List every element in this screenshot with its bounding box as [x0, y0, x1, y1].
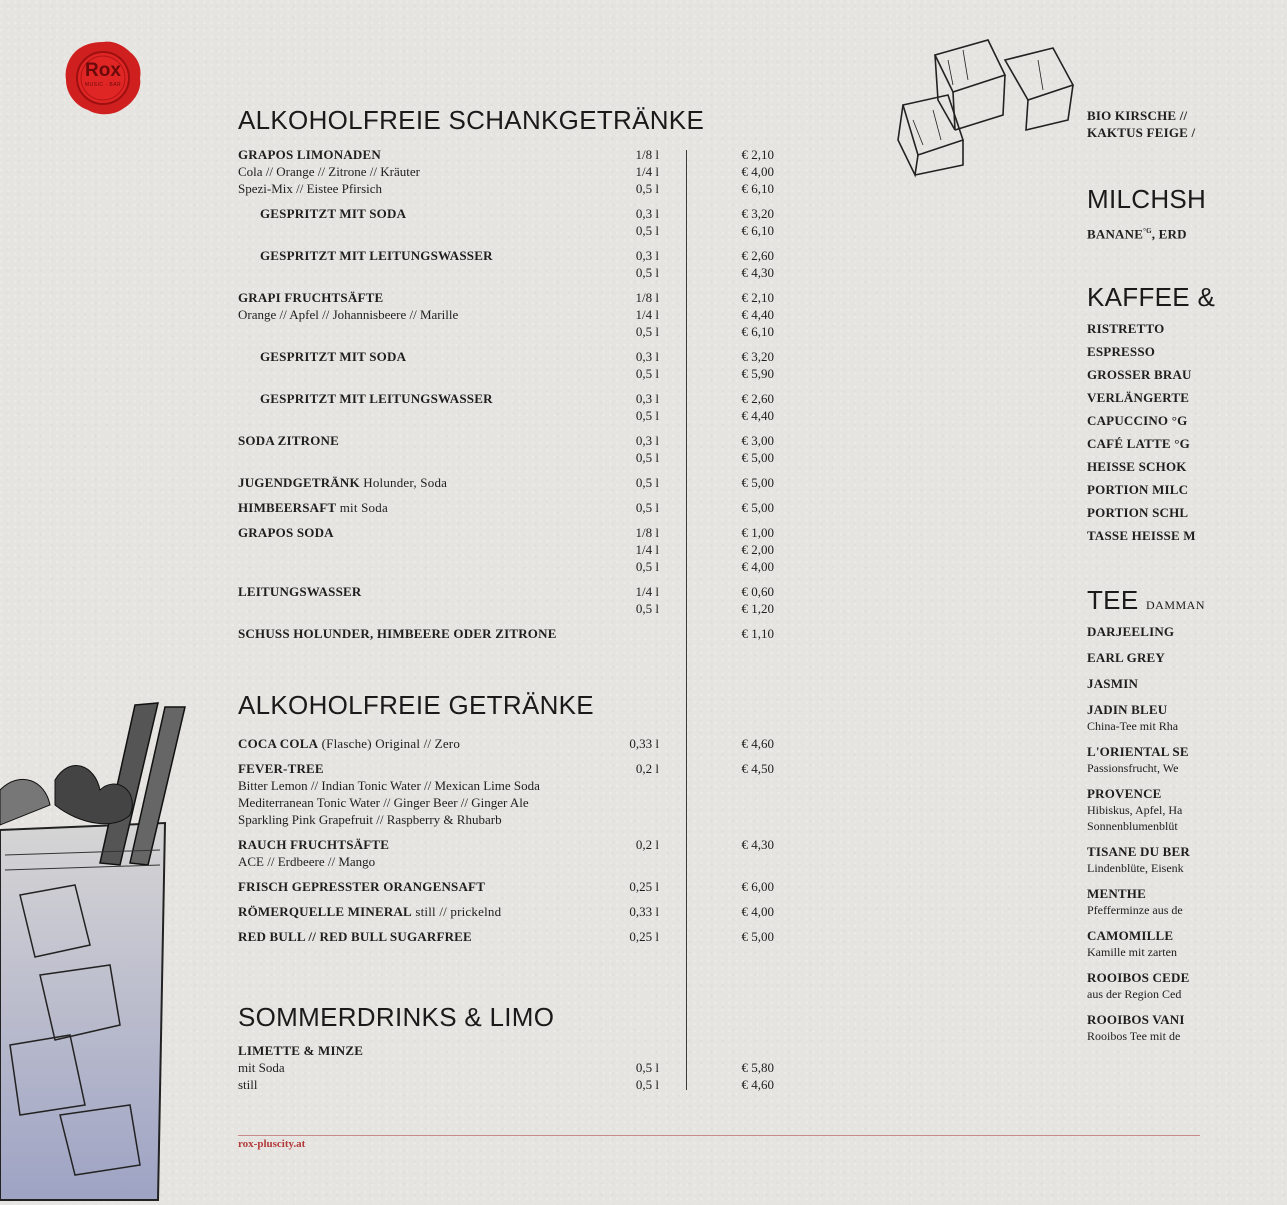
menu-row	[238, 583, 778, 600]
item-price: € 3,20	[741, 206, 774, 221]
menu-item-name	[238, 180, 382, 197]
menu-row	[238, 541, 778, 558]
item-label: RÖMERQUELLE MINERAL	[238, 904, 412, 919]
menu-item-name	[238, 735, 460, 752]
item-price: € 4,50	[741, 761, 774, 776]
menu-item: BIO KIRSCHE //	[1087, 108, 1188, 123]
menu-row	[238, 903, 778, 920]
menu-row	[238, 474, 778, 491]
menu-item-name	[238, 794, 529, 811]
item-price: € 4,00	[741, 559, 774, 574]
item-label: FEVER-TREE	[238, 761, 324, 776]
tee-item-name: EARL GREY	[1087, 650, 1166, 665]
item-price: € 4,00	[741, 904, 774, 919]
tee-title: TEE	[1087, 585, 1139, 615]
item-price: € 1,10	[741, 626, 774, 641]
item-price: € 1,00	[741, 525, 774, 540]
tee-item-name: JASMIN	[1087, 676, 1139, 691]
menu-item-name	[238, 1042, 363, 1059]
menu-row	[238, 777, 778, 794]
menu-row	[238, 306, 778, 323]
menu-row	[238, 180, 778, 197]
item-size: 0,3 l	[635, 206, 659, 221]
row-spacer	[238, 516, 778, 524]
item-price: € 4,30	[741, 265, 774, 280]
tee-item-name: DARJEELING	[1087, 624, 1175, 639]
kaffee-item: PORTION SCHL	[1087, 505, 1189, 520]
tee-item	[1087, 885, 1287, 918]
tee-item-description: aus der Region Ced	[1087, 987, 1182, 1001]
kaffee-item: CAPUCCINO °G	[1087, 413, 1188, 428]
item-label: Orange // Apfel // Johannisbeere // Marille	[238, 307, 459, 322]
item-label: HIMBEERSAFT	[238, 500, 337, 515]
tee-item	[1087, 649, 1287, 666]
item-label: GESPRITZT MIT SODA	[260, 349, 407, 364]
rox-seal-logo	[64, 40, 142, 116]
item-label: COCA COLA	[238, 736, 319, 751]
menu-item-name	[238, 811, 502, 828]
tee-item	[1087, 843, 1287, 876]
tee-item-description: Passionsfrucht, We	[1087, 761, 1179, 775]
tee-item	[1087, 927, 1287, 960]
item-size: 0,5 l	[635, 265, 659, 280]
tee-item	[1087, 743, 1287, 776]
item-size: 1/8 l	[635, 290, 659, 305]
item-size: 1/4 l	[635, 584, 659, 599]
menu-row	[238, 600, 778, 617]
item-size: 0,2 l	[635, 837, 659, 852]
menu-row	[238, 811, 778, 828]
item-size: 1/4 l	[635, 307, 659, 322]
section-title-sommerdrinks: SOMMERDRINKS & LIMO	[238, 1002, 555, 1032]
milchshake-flavors	[1087, 223, 1287, 242]
section-title-tee	[1087, 585, 1205, 616]
menu-row	[238, 449, 778, 466]
row-spacer	[238, 197, 778, 205]
item-label: GESPRITZT MIT LEITUNGSWASSER	[260, 391, 493, 406]
item-price: € 5,90	[741, 366, 774, 381]
item-size: 0,33 l	[629, 904, 659, 919]
menu-item-name	[238, 853, 375, 870]
item-label: Bitter Lemon // Indian Tonic Water // Mexican Lime Soda	[238, 778, 540, 793]
tee-item-description: Lindenblüte, Eisenk	[1087, 861, 1184, 875]
item-price: € 1,20	[741, 601, 774, 616]
menu-row	[238, 247, 778, 264]
menu-row	[238, 163, 778, 180]
item-label: RED BULL // RED BULL SUGARFREE	[238, 929, 472, 944]
tee-item	[1087, 675, 1287, 692]
kaffee-item: ESPRESSO	[1087, 344, 1156, 359]
menu-row	[238, 524, 778, 541]
menu-row	[238, 735, 778, 752]
menu-item-name	[260, 247, 493, 264]
item-size: 0,3 l	[635, 349, 659, 364]
menu-row	[238, 348, 778, 365]
item-size: 0,5 l	[635, 475, 659, 490]
menu-item: KAKTUS FEIGE /	[1087, 125, 1196, 140]
item-price: € 2,60	[741, 248, 774, 263]
item-size: 0,5 l	[635, 601, 659, 616]
row-spacer	[238, 239, 778, 247]
item-price: € 6,10	[741, 181, 774, 196]
row-spacer	[238, 424, 778, 432]
tee-item-description: Hibiskus, Apfel, Ha	[1087, 803, 1183, 817]
menu-item-name	[238, 1076, 258, 1093]
row-spacer	[238, 466, 778, 474]
tee-item-description: Rooibos Tee mit de	[1087, 1029, 1181, 1043]
menu-item-name	[260, 390, 493, 407]
footer-website-link[interactable]: rox-pluscity.at	[238, 1138, 306, 1150]
right-page-top-lines	[1087, 107, 1287, 141]
tee-item-name: CAMOMILLE	[1087, 928, 1174, 943]
item-size: 0,5 l	[635, 408, 659, 423]
menu-item-name	[238, 928, 472, 945]
section-title-alkoholfreie-getraenke: ALKOHOLFREIE GETRÄNKE	[238, 690, 594, 720]
item-size: 0,5 l	[635, 1060, 659, 1075]
menu-row	[238, 836, 778, 853]
row-spacer	[238, 752, 778, 760]
item-label: ACE // Erdbeere // Mango	[238, 854, 376, 869]
menu-item-name	[238, 625, 557, 642]
tee-item-description: Kamille mit zarten	[1087, 945, 1177, 959]
menu-row	[238, 222, 778, 239]
menu-item-name	[238, 289, 383, 306]
item-label: GRAPI FRUCHTSÄFTE	[238, 290, 384, 305]
milchshake-banane: BANANE	[1087, 226, 1144, 242]
item-price: € 5,00	[741, 450, 774, 465]
row-spacer	[238, 920, 778, 928]
kaffee-item: GROSSER BRAU	[1087, 367, 1192, 382]
tee-brand: DAMMAN	[1146, 598, 1206, 612]
menu-row	[238, 499, 778, 516]
menu-item-name	[238, 878, 485, 895]
tee-item-name: PROVENCE	[1087, 786, 1162, 801]
item-size: 0,5 l	[635, 559, 659, 574]
item-price: € 5,00	[741, 929, 774, 944]
menu-item-name	[238, 760, 324, 777]
item-label: Mediterranean Tonic Water // Ginger Beer // Ginger Ale	[238, 795, 529, 810]
section-getraenke-list	[238, 735, 778, 945]
item-price: € 2,00	[741, 542, 774, 557]
kaffee-item: VERLÄNGERTE	[1087, 390, 1190, 405]
menu-item-name	[238, 836, 389, 853]
menu-row	[238, 289, 778, 306]
seal-sub-text: MUSIC · BAR	[84, 82, 122, 88]
item-label: GESPRITZT MIT LEITUNGSWASSER	[260, 248, 493, 263]
menu-item-name	[238, 1059, 285, 1076]
item-price: € 4,60	[741, 1077, 774, 1092]
item-size: 0,2 l	[635, 761, 659, 776]
item-label: GRAPOS LIMONADEN	[238, 147, 381, 162]
kaffee-item: CAFÉ LATTE °G	[1087, 436, 1190, 451]
menu-item-name	[260, 205, 406, 222]
item-size: 0,33 l	[629, 736, 659, 751]
item-price: € 5,80	[741, 1060, 774, 1075]
tee-item-name: TISANE DU BER	[1087, 844, 1191, 859]
item-price: € 6,00	[741, 879, 774, 894]
item-label: Sparkling Pink Grapefruit // Raspberry & Rhubarb	[238, 812, 502, 827]
item-price: € 4,30	[741, 837, 774, 852]
row-spacer	[238, 340, 778, 348]
tee-item-name: MENTHE	[1087, 886, 1146, 901]
item-size: 0,25 l	[629, 929, 659, 944]
menu-item-name	[238, 163, 420, 180]
section-title-kaffee: KAFFEE &	[1087, 282, 1216, 312]
section-schankgetraenke-list	[238, 146, 778, 642]
item-price: € 6,10	[741, 223, 774, 238]
item-price: € 5,00	[741, 475, 774, 490]
tee-item-description: Pfefferminze aus de	[1087, 903, 1183, 917]
row-spacer	[238, 491, 778, 499]
menu-row	[238, 1076, 778, 1093]
menu-row	[238, 365, 778, 382]
row-spacer	[238, 828, 778, 836]
item-size: 0,5 l	[635, 324, 659, 339]
item-description: Holunder, Soda	[359, 475, 448, 490]
tee-item	[1087, 969, 1287, 1002]
tee-item-description: China-Tee mit Rha	[1087, 719, 1179, 733]
row-spacer	[238, 870, 778, 878]
item-label: SCHUSS HOLUNDER, HIMBEERE ODER ZITRONE	[238, 626, 557, 641]
menu-row	[238, 432, 778, 449]
item-label: GESPRITZT MIT SODA	[260, 206, 407, 221]
item-price: € 5,00	[741, 500, 774, 515]
menu-row	[238, 323, 778, 340]
milchshake-sup: °G	[1143, 227, 1152, 235]
row-spacer	[238, 281, 778, 289]
tee-list	[1087, 623, 1287, 1053]
menu-item-name	[238, 777, 540, 794]
item-size: 0,5 l	[635, 450, 659, 465]
menu-item-name	[238, 306, 458, 323]
item-label: GRAPOS SODA	[238, 525, 334, 540]
item-price: € 3,00	[741, 433, 774, 448]
menu-row	[238, 794, 778, 811]
menu-row	[238, 853, 778, 870]
item-price: € 4,40	[741, 307, 774, 322]
item-price: € 0,60	[741, 584, 774, 599]
item-price: € 2,60	[741, 391, 774, 406]
item-label: LIMETTE & MINZE	[238, 1043, 364, 1058]
item-price: € 6,10	[741, 324, 774, 339]
item-label: FRISCH GEPRESSTER ORANGENSAFT	[238, 879, 486, 894]
tee-item-name: ROOIBOS VANI	[1087, 1012, 1185, 1027]
item-size: 1/8 l	[635, 525, 659, 540]
item-label: JUGENDGETRÄNK	[238, 475, 360, 490]
item-label: LEITUNGSWASSER	[238, 584, 362, 599]
item-label: Spezi-Mix // Eistee Pfirsich	[238, 181, 383, 196]
item-description: mit Soda	[336, 500, 388, 515]
menu-item-name	[238, 499, 388, 516]
tee-item-name: JADIN BLEU	[1087, 702, 1168, 717]
tee-item	[1087, 623, 1287, 640]
row-spacer	[238, 382, 778, 390]
menu-row	[238, 878, 778, 895]
milchshake-rest: , ERD	[1151, 226, 1187, 242]
menu-item-name	[238, 474, 447, 491]
seal-brand-text: Rox	[85, 60, 121, 81]
item-label: mit Soda	[238, 1060, 285, 1075]
item-size: 0,3 l	[635, 433, 659, 448]
item-description: still // prickelnd	[411, 904, 502, 919]
menu-row	[238, 760, 778, 777]
menu-row	[238, 558, 778, 575]
kaffee-item: HEISSE SCHOK	[1087, 459, 1187, 474]
item-size: 0,5 l	[635, 223, 659, 238]
item-label: SODA ZITRONE	[238, 433, 340, 448]
item-size: 0,3 l	[635, 391, 659, 406]
item-size: 0,5 l	[635, 181, 659, 196]
menu-item-name	[238, 583, 361, 600]
tee-item	[1087, 1011, 1287, 1044]
tee-item-name: L'ORIENTAL SE	[1087, 744, 1189, 759]
menu-row	[238, 205, 778, 222]
menu-item-name	[260, 348, 406, 365]
section-title-alkoholfreie-schankgetraenke: ALKOHOLFREIE SCHANKGETRÄNKE	[238, 105, 705, 135]
kaffee-list	[1087, 320, 1287, 550]
tee-item	[1087, 785, 1287, 834]
kaffee-item: TASSE HEISSE M	[1087, 528, 1196, 543]
menu-row	[238, 146, 778, 163]
menu-row	[238, 928, 778, 945]
cocktail-glass-illustration	[0, 695, 195, 1200]
menu-row	[238, 264, 778, 281]
section-title-milchshake: MILCHSH	[1087, 184, 1207, 214]
item-price: € 4,00	[741, 164, 774, 179]
item-price: € 3,20	[741, 349, 774, 364]
item-price: € 2,10	[741, 147, 774, 162]
tee-item-name: ROOIBOS CEDE	[1087, 970, 1190, 985]
item-label: RAUCH FRUCHTSÄFTE	[238, 837, 390, 852]
menu-row	[238, 1042, 778, 1059]
item-price: € 4,40	[741, 408, 774, 423]
row-spacer	[238, 895, 778, 903]
kaffee-item: PORTION MILC	[1087, 482, 1189, 497]
menu-row	[238, 625, 778, 642]
menu-row	[238, 407, 778, 424]
row-spacer	[238, 575, 778, 583]
menu-item-name	[238, 146, 381, 163]
item-size: 1/8 l	[635, 147, 659, 162]
menu-item-name	[238, 524, 334, 541]
row-spacer	[238, 617, 778, 625]
item-price: € 4,60	[741, 736, 774, 751]
tee-item-description: Sonnenblumenblüt	[1087, 819, 1178, 833]
menu-item-name	[238, 432, 339, 449]
item-size: 0,5 l	[635, 366, 659, 381]
ice-cubes-illustration	[893, 30, 1078, 180]
item-size: 0,5 l	[635, 500, 659, 515]
tee-item	[1087, 701, 1287, 734]
kaffee-item: RISTRETTO	[1087, 321, 1165, 336]
menu-row	[238, 390, 778, 407]
item-price: € 2,10	[741, 290, 774, 305]
item-label: still	[238, 1077, 258, 1092]
item-label: Cola // Orange // Zitrone // Kräuter	[238, 164, 420, 179]
item-description: (Flasche) Original // Zero	[318, 736, 461, 751]
section-sommerdrinks-list	[238, 1042, 778, 1093]
item-size: 1/4 l	[635, 164, 659, 179]
footer-rule	[238, 1135, 1200, 1136]
item-size: 0,3 l	[635, 248, 659, 263]
menu-row	[238, 1059, 778, 1076]
item-size: 1/4 l	[635, 542, 659, 557]
item-size: 0,5 l	[635, 1077, 659, 1092]
menu-item-name	[238, 903, 501, 920]
item-size: 0,25 l	[629, 879, 659, 894]
